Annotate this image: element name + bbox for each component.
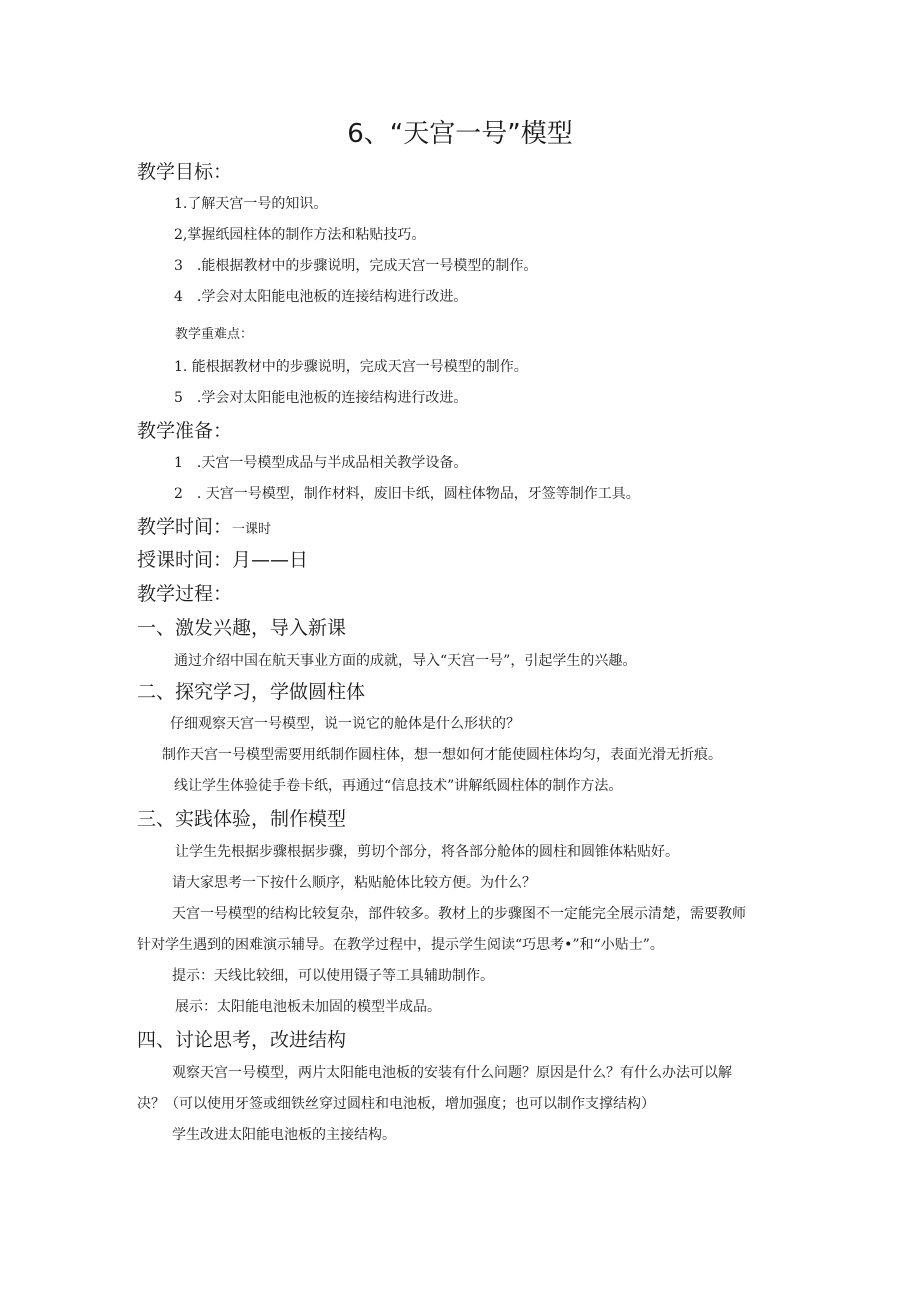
key-points-heading: 教学重难点：: [175, 327, 254, 342]
section-heading: 一、激发兴趣，导入新课: [137, 617, 347, 639]
section-paragraph: 让学生先根据步骤根据步骤，剪切个部分，将各部分舱体的圆柱和圆锥体粘贴好。: [175, 844, 679, 860]
objective-item: 2,掌握纸园柱体的制作方法和粘贴技巧。: [174, 227, 426, 243]
section-paragraph: 学生改进太阳能电池板的主接结构。: [172, 1127, 396, 1143]
section-paragraph: 通过介绍中国在航天事业方面的成就，导入“天宫一号”，引起学生的兴趣。: [174, 653, 637, 669]
section-paragraph: 提示：天线比较细，可以使用镊子等工具辅助制作。: [172, 968, 494, 984]
key-point-item: 1. 能根据教材中的步骤说明，完成天宫一号模型的制作。: [174, 359, 528, 375]
section-paragraph: 针对学生遇到的困难演示辅导。在教学过程中，提示学生阅读“巧思考•”和“小贴士”。: [137, 937, 664, 953]
objectives-heading: 教学目标：: [137, 161, 233, 183]
class-time-label: 授课时间：: [137, 549, 233, 571]
section-paragraph: 观察天宫一号模型，两片太阳能电池板的安装有什么问题？原因是什么？有什么办法可以解: [172, 1065, 732, 1081]
section-paragraph: 仔细观察天宫一号模型，说一说它的舱体是什么形状的？: [170, 716, 520, 732]
class-time: [137, 551, 308, 570]
page-title: 6、“天宫一号”模型: [347, 119, 573, 149]
section-paragraph: 线让学生体验徒手卷卡纸，再通过“信息技术”讲解纸圆柱体的制作方法。: [174, 778, 623, 794]
key-point-item: 5 .学会对太阳能电池板的连接结构进行改进。: [174, 390, 468, 406]
teaching-time: [137, 518, 271, 537]
preparation-item: 2 . 天宫一号模型，制作材料，废旧卡纸，圆柱体物品，牙签等制作工具。: [174, 486, 640, 502]
objective-item: 4 .学会对太阳能电池板的连接结构进行改进。: [174, 289, 468, 305]
objective-item: 3 .能根据教材中的步骤说明，完成天宫一号模型的制作。: [174, 258, 538, 274]
section-paragraph: 请大家思考一下按什么顺序，粘贴舱体比较方便。为什么？: [172, 875, 536, 891]
preparation-heading: 教学准备：: [137, 420, 233, 442]
objective-item: 1.了解天宫一号的知识。: [174, 196, 328, 212]
preparation-item: 1 .天宫一号模型成品与半成品相关教学设备。: [174, 455, 468, 471]
section-paragraph: 制作天宫一号模型需要用纸制作圆柱体，想一想如何才能使圆柱体均匀，表面光滑无折痕。: [162, 747, 722, 763]
section-heading: 四、讨论思考，改进结构: [137, 1029, 347, 1051]
section-paragraph: 天宫一号模型的结构比较复杂，部件较多。教材上的步骤图不一定能完全展示清楚，需要教师: [172, 906, 746, 922]
class-time-value: 月——日: [232, 549, 309, 571]
section-heading: 三、实践体验，制作模型: [137, 808, 347, 830]
section-paragraph: 决？（可以使用牙签或细铁丝穿过圆柱和电池板，增加强度；也可以制作支撑结构）: [137, 1096, 655, 1112]
teaching-time-value: 一课时: [232, 522, 272, 537]
process-heading: 教学过程：: [137, 583, 233, 605]
teaching-time-label: 教学时间：: [137, 516, 233, 538]
section-paragraph: 展示：太阳能电池板未加固的模型半成品。: [175, 999, 441, 1015]
section-heading: 二、探究学习，学做圆柱体: [137, 681, 366, 703]
